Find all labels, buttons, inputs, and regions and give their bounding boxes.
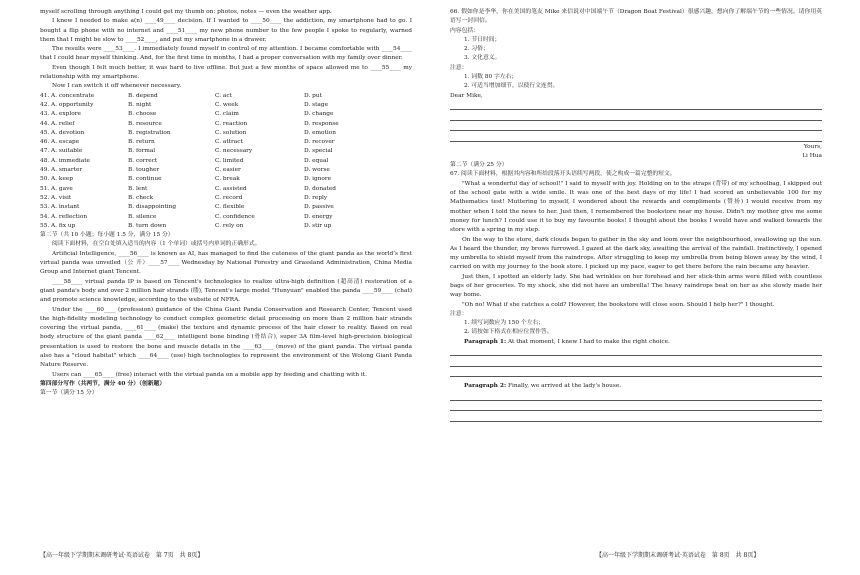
passage-line: myself scrolling through anything I could get my thumb on: photos, notes — even the weather app.	[40, 9, 332, 15]
option-cell: D. special	[304, 148, 333, 155]
grammar-paragraph: Artificial Intelligence, ____56____ is known as AI, has managed to find the cuteness of the giant panda as the world’s first virtual panda was unveiled（公 开）____57____ Wednesday by National Forestry and Grassland Administration, China Media Group and Internet giant Tencent.	[40, 250, 412, 276]
option-cell: B. depend	[128, 92, 158, 99]
answer-line[interactable]	[450, 368, 822, 377]
section2-heading: 第二节（满分 25 分）	[450, 162, 508, 169]
answer-line[interactable]	[450, 412, 822, 421]
passage-paragraph: I knew I needed to make a(n) ____49____ decision. If I wanted to ____50____ the addiction, my smartphone had to go. I bought a flip phone with no internet and ____51____ my new phone number to the few people I spoke to regularly, warned them that I might be slow to ____52____, and put my smartphone in a drawer.	[40, 18, 412, 43]
option-cell: D. donated	[304, 185, 336, 192]
signature: Li Hua	[802, 152, 822, 159]
option-cell: C. easier	[215, 167, 241, 174]
option-cell: C. assisted	[215, 185, 247, 192]
option-cell: C. claim	[215, 111, 239, 118]
option-cell: D. reply	[304, 194, 328, 201]
option-cell: 51. A. gave	[40, 185, 73, 192]
option-cell: C. act	[215, 92, 232, 99]
option-cell: D. stage	[304, 101, 329, 108]
grammar-paragraph: Users can ____65____ (free) interact with the virtual panda on a mobile app by feeding and chatting with it.	[52, 371, 367, 378]
notes-label: 注意：	[450, 64, 468, 71]
option-cell: D. response	[304, 120, 339, 127]
option-cell: C. limited	[215, 157, 244, 164]
salutation: Dear Mike,	[450, 92, 483, 99]
paragraph2-prompt	[450, 382, 822, 391]
option-cell: B. correct	[128, 157, 158, 164]
option-cell: D. worse	[304, 167, 330, 174]
q66-prompt: 66. 假如你是李华，你在美国的笔友 Mike 来信说对中国端午节（Dragon Boat Festival）很感兴趣，想向你了解端午节的一些情况。请你用英语写一封回信。	[450, 9, 822, 25]
option-cell: 49. A. smarter	[40, 167, 83, 174]
option-cell: C. reaction	[215, 120, 248, 127]
option-cell: 43. A. explore	[40, 111, 81, 118]
option-cell: B. disappointing	[128, 204, 177, 211]
option-cell: C. confidence	[215, 213, 255, 220]
passage-paragraph: Even though I felt much better, it was hard to live offline. But just a few months of space allowed me to ____55____ my relationship with my smartphone.	[40, 64, 412, 81]
option-cell: 41. A. concentrate	[40, 92, 95, 99]
passage-paragraph: Now I can switch it off whenever necessary.	[52, 83, 182, 90]
option-cell: B. silence	[128, 213, 157, 220]
content-label: 内容包括：	[450, 27, 479, 34]
option-cell: B. choose	[128, 111, 157, 118]
story-paragraph: Just then, I spotted an elderly lady. She had wrinkles on her forehead and her stick-thin arms were filled with countless bags of her groceries. To my shock, she did not have an umbrella! The heavy raindrops beat on her as she slowly made her way home.	[450, 273, 822, 299]
paragraph2-text: Finally, we arrived at the lady's house.	[507, 383, 622, 390]
option-cell: D. ignore	[304, 176, 332, 183]
option-cell: 55. A. fix up	[40, 222, 76, 229]
passage-paragraph: The results were ____53____. I immediately found myself in control of my attention. I became comfortable with ____54____ that I could hear myself thinking. And, for the first time in months, I had a proper conversation with my family over dinner.	[40, 46, 412, 62]
option-cell: 50. A. keep	[40, 176, 74, 183]
content-item: 2. 习俗；	[464, 46, 489, 53]
paragraph1-label: Paragraph 1:	[464, 338, 507, 345]
answer-line[interactable]	[450, 122, 822, 131]
option-cell: B. turn down	[128, 222, 167, 229]
notes2-item: 1. 续写词数应为 150 个左右；	[464, 320, 545, 327]
section2-instruction: 阅读下面材料，在空白处填入适当的内容（1 个单词）或括号内单词的正确形式。	[52, 241, 261, 248]
option-cell: C. break	[215, 176, 240, 183]
option-cell: 45. A. devotion	[40, 129, 85, 136]
answer-line[interactable]	[450, 132, 822, 141]
closing: Yours,	[803, 143, 822, 150]
option-cell: 54. A. reflection	[40, 213, 88, 220]
option-cell: D. equal	[304, 157, 329, 164]
content-item: 3. 文化意义。	[464, 55, 501, 62]
option-cell: B. check	[128, 194, 154, 201]
option-cell: B. lent	[128, 185, 148, 192]
page-footer-right: 【高一年级下学期期末调研考试·英语试卷 第 8页 共 8页】	[596, 552, 760, 559]
option-cell: B. formal	[128, 148, 156, 155]
option-cell: C. attract	[215, 139, 243, 146]
story-paragraph: "What a wonderful day of school!" I said to myself with joy. Holding on to the straps (背带) of my schoolbag, I skipped out of the school gate with a wide smile. It was one of the best days of my life! I had scored an unbelievable 100 for my Mathematics test! Muttering to myself, I wondered about the rewards and compliments (赞扬) I would receive from my mother when I told the news to her. Just then, I remembered the bookstore near my house. Didn't my mother give me some money for lunch? I could use it to buy my favourite books! I thought about the books I would have and walked towards the store with a spring in my step.	[450, 180, 822, 234]
q67-prompt: 67. 阅读下面材料，根据其内容和所给段落开头语续写两段，使之构成一篇完整的短文。	[450, 171, 676, 178]
section2-heading: 第二节（共 10 小题；每小题 1.5 分，满分 15 分）	[40, 232, 174, 239]
paragraph1-text: At that moment, I knew I had to make the right choice.	[507, 338, 670, 345]
notes2-item: 2. 请按如下格式在相应位置作答。	[464, 329, 553, 336]
part4-section1: 第一节（满分 15 分）	[40, 390, 98, 397]
notes-item: 2. 可适当增加细节，以使行文连贯。	[464, 83, 559, 90]
option-cell: B. night	[128, 101, 152, 108]
story-paragraph: On the way to the store, dark clouds began to gather in the sky and loom over the neighbourhood, swallowing up the sun. As I heard the thunder, my brows furrowed. I gazed at the dark sky, awaiting the arrival of the rainfall. Instinctively, I opened my umbrella to shield myself from the raindrops. After struggling to keep my umbrella from being blown away by the wind, I carried on with my journey to the book store. I picked up my pace, eager to get there before the rain became any heavier.	[450, 236, 822, 271]
answer-line[interactable]	[450, 392, 822, 401]
answer-line[interactable]	[450, 347, 822, 356]
option-cell: B. registration	[128, 129, 171, 136]
option-cell: 53. A. instant	[40, 204, 80, 211]
notes-item: 1. 词数 80 字左右；	[464, 74, 518, 81]
option-cell: C. rely on	[215, 222, 244, 229]
option-cell: 47. A. suitable	[40, 148, 83, 155]
option-cell: D. recover	[304, 139, 335, 146]
page-footer-left: 【高一年级下学期期末调研考试·英语试卷 第 7页 共 8页】	[40, 552, 204, 559]
part4-heading: 第四部分写作（共两节，满分 40 分）（创新题）	[40, 380, 166, 387]
answer-line[interactable]	[450, 402, 822, 411]
option-cell: D. energy	[304, 213, 333, 220]
grammar-paragraph: ____58____ virtual panda IP is based on Tencent's technologies to realize ultra-high definition (超高清) restoration of a giant panda's body and over 2 million hair strands (缕), Tencent's large model "Hunyuan" enabled the panda ____59____ (chat) and promote science knowledge, according to the website of NFRA.	[40, 278, 412, 304]
paragraph2-label: Paragraph 2:	[464, 383, 507, 390]
paragraph1-prompt	[450, 338, 822, 347]
option-cell: D. put	[304, 92, 322, 99]
notes2-label: 注意：	[450, 310, 468, 317]
option-cell: 48. A. immediate	[40, 157, 90, 164]
option-cell: D. change	[304, 111, 334, 118]
answer-line[interactable]	[450, 357, 822, 366]
option-cell: C. record	[215, 194, 243, 201]
option-cell: C. solution	[215, 129, 247, 136]
option-cell: C. necessary	[215, 148, 253, 155]
right-page-column	[450, 8, 822, 423]
story-paragraph: "Oh no! What if she catches a cold? However, the bookstore will close soon. Should I help her?" I thought.	[462, 301, 775, 308]
left-page-column	[40, 8, 412, 398]
option-cell: 52. A. visit	[40, 194, 72, 201]
answer-line[interactable]	[450, 101, 822, 110]
option-cell: D. stir up	[304, 222, 332, 229]
option-cell: B. return	[128, 139, 155, 146]
option-cell: B. resource	[128, 120, 162, 127]
option-cell: B. continue	[128, 176, 162, 183]
option-cell: 46. A. escape	[40, 139, 80, 146]
option-cell: 42. A. opportunity	[40, 101, 94, 108]
option-cell: 44. A. relief	[40, 120, 75, 127]
answer-line[interactable]	[450, 111, 822, 120]
content-item: 1. 节日时间；	[464, 36, 501, 43]
option-cell: C. flexible	[215, 204, 245, 211]
options-table	[40, 92, 412, 231]
grammar-paragraph: Under the ____60____ (profession) guidance of the China Giant Panda Conservation and Research Center, Tencent used the high-fidelity modeling technology to conduct complex geometric detail processing on more than 2 million hair strands covering the virtual panda, ____61____ (make) the texture and dynamic process of the hair closer to reality. Based on real body structure of the giant panda ____62____ intelligent bone binding (骨结合), super 3A film-level high-precision biological presentation is used to restore the bone and muscle details in the ____63____ (move) of the giant panda. The virtual panda also has a "cloud habitat" which ____64____ (use) high technologies to represent the environment of the Wolong Giant Panda Nature Reserve.	[40, 306, 412, 369]
option-cell: C. week	[215, 101, 239, 108]
option-cell: B. tougher	[128, 167, 160, 174]
option-cell: D. passive	[304, 204, 334, 211]
option-cell: D. emotion	[304, 129, 336, 136]
